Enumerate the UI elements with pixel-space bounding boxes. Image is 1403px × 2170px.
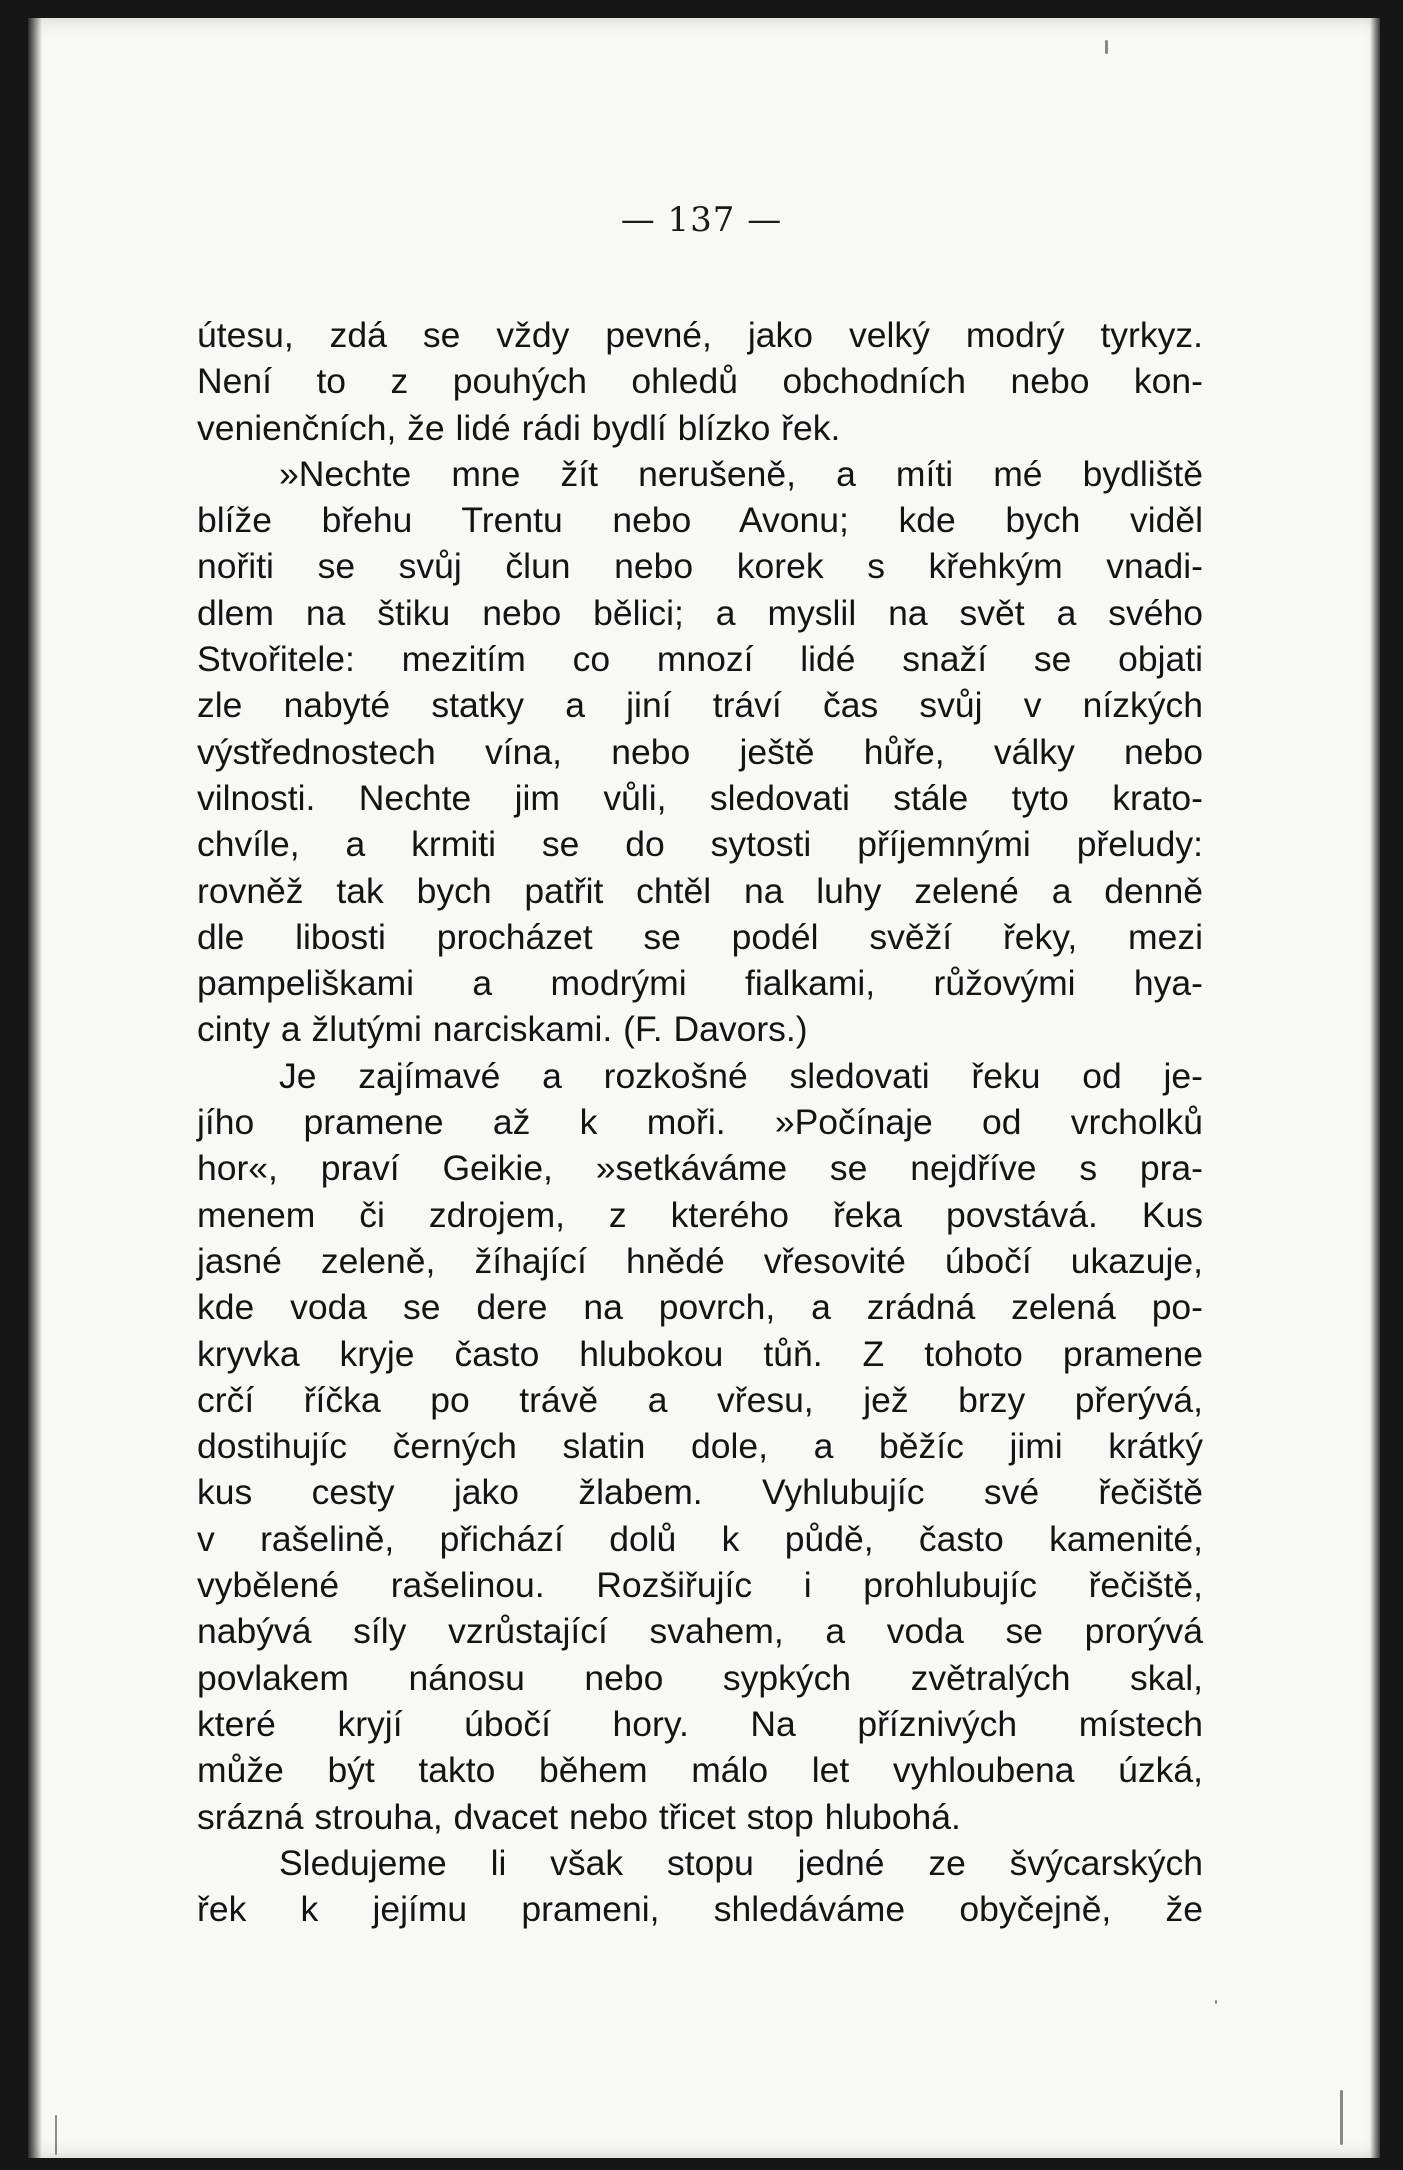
text-line: menem či zdrojem, z kterého řeka povstává. Kus [197,1194,1203,1235]
text-line: výstřednostech vína, nebo ještě hůře, války nebo [197,731,1203,772]
paper-speck [1105,40,1108,54]
text-line: vybělené rašelinou. Rozšiřujíc i prohlubujíc řečiště, [197,1565,1203,1606]
text-line: řek k jejímu prameni, shledáváme obyčejně, že [197,1889,1203,1930]
text-line: povlakem nánosu nebo sypkých zvětralých skal, [197,1657,1203,1698]
text-line: vilnosti. Nechte jim vůli, sledovati stále tyto kratо- [197,777,1203,818]
text-line: venienčních, že lidé rádi bydlí blízko řek. [197,407,841,448]
paper-speck [55,2115,57,2155]
page-right-edge-shadow [1370,18,1380,2158]
text-line: hor«, praví Geikie, »setkáváme se nejdříve s pra- [197,1148,1203,1189]
paper-speck [1340,2090,1343,2145]
text-line: dle libosti procházet se podél svěží řeky, mezi [197,916,1203,957]
text-line: v rašelině, přichází dolů k půdě, často kamenité, [197,1518,1203,1559]
text-line: Je zajímavé a rozkošné sledovati řeku od je- [279,1055,1203,1096]
text-line: kryvka kryje často hlubokou tůň. Z tohoto pramene [197,1333,1203,1374]
text-line: zle nabyté statky a jiní tráví čas svůj v nízkých [197,685,1203,726]
text-line: kde voda se dere na povrch, a zrádná zelená po- [197,1287,1203,1328]
text-line: může být takto během málo let vyhloubena úzká, [197,1750,1203,1791]
text-line: cinty a žlutými narciskami. (F. Davors.) [197,1009,808,1050]
text-line: srázná strouha, dvacet nebo třicet stop hlubohá. [197,1796,961,1837]
text-line: Sledujeme li však stopu jedné ze švýcarských [279,1842,1203,1883]
body-text [197,312,1203,1932]
text-line: útesu, zdá se vždy pevné, jako velký modrý tyrkyz. [197,315,1203,355]
text-line: které kryjí úbočí hory. Na příznivých místech [197,1703,1203,1744]
text-line: chvíle, a krmiti se do sytosti příjemnými přeludy: [197,824,1203,865]
text-line: kus cesty jako žlabem. Vyhlubujíc své řečiště [197,1472,1203,1513]
text-line: nabývá síly vzrůstající svahem, a voda se prorývá [197,1611,1203,1652]
text-line: nořiti se svůj člun nebo korek s křehkým vnadi- [197,546,1203,587]
text-line: rovněž tak bych patřit chtěl na luhy zelené a denně [197,870,1203,911]
text-line: dlem na štiku nebo bělici; a myslil na svět a svého [197,592,1203,633]
text-line: dostihujíc černých slatin dole, a běžíc jimi krátký [197,1426,1203,1467]
text-line: »Nechte mne žít nerušeně, a míti mé bydliště [279,453,1203,494]
page-left-edge-shadow [28,18,42,2158]
text-line: jasné zeleně, žíhající hnědé vřesovité úbočí ukazuje, [197,1240,1203,1281]
text-line: pampeliškami a modrými fialkami, růžovými hya- [197,963,1203,1004]
text-line: Není to z pouhých ohledů obchodních nebo kon- [197,361,1203,402]
text-line: blíže břehu Trentu nebo Avonu; kde bych viděl [197,500,1203,541]
page-number: — 137 — [620,200,783,240]
paper-speck [1215,2000,1217,2004]
text-line: Stvořitele: mezitím co mnozí lidé snaží se objati [197,639,1203,680]
text-line: crčí říčka po trávě a vřesu, jež brzy přerývá, [197,1379,1203,1420]
text-line: jího pramene až k moři. »Počínaje od vrcholků [197,1102,1203,1143]
